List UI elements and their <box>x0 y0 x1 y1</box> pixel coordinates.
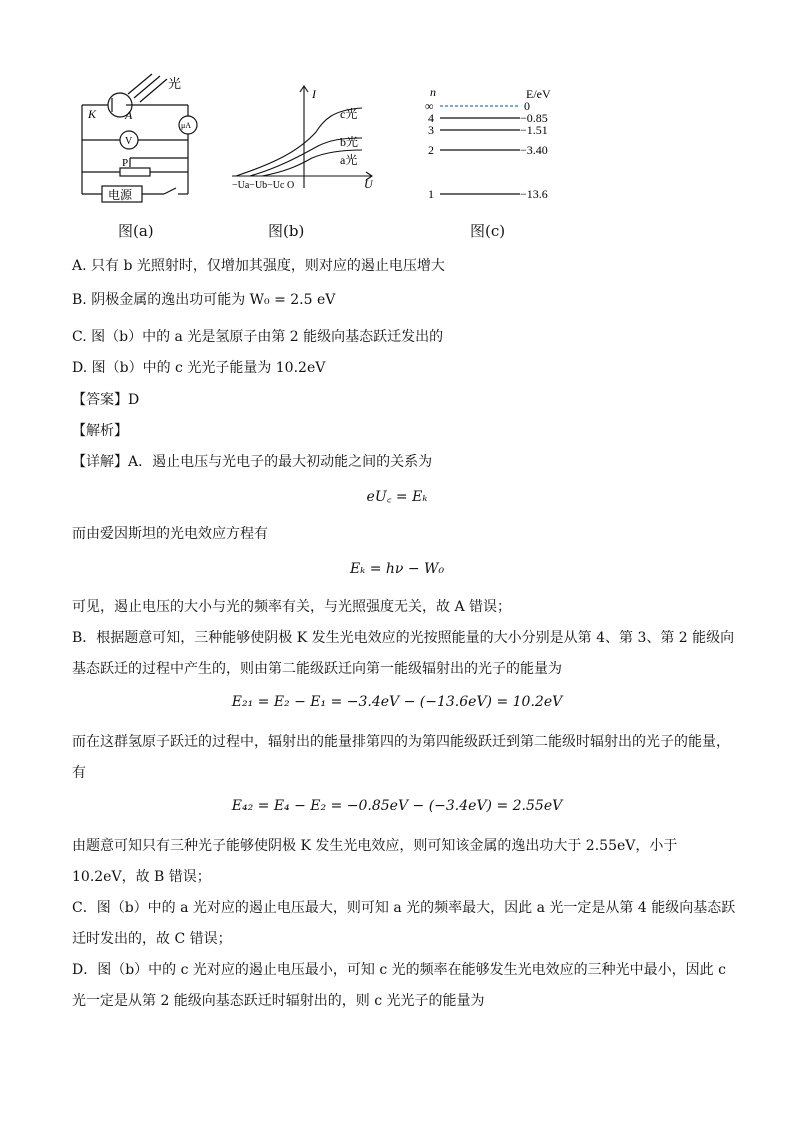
level-n-inf: ∞ <box>425 99 434 113</box>
figure-b-iu-graph <box>232 84 382 192</box>
u-axis-label: U <box>364 177 373 191</box>
detail-p3: 可见，遏止电压的大小与光的频率有关，与光照强度无关，故 A 错误； <box>72 599 512 615</box>
equation-1: eU꜀ = Eₖ <box>366 489 428 505</box>
option-a: A. 只有 b 光照射时，仅增加其强度，则对应的遏止电压增大 <box>72 258 445 274</box>
c-light-label: c光 <box>340 107 358 121</box>
detail-p10: C．图（b）中的 a 光对应的遏止电压最大，则可知 a 光的频率最大，因此 a 光一定是从第 4 能级向基态跃 <box>72 900 736 916</box>
slider-label: P <box>122 157 129 169</box>
a-label: A <box>125 108 133 122</box>
detail-p1: 【详解】A．遏止电压与光电子的最大初动能之间的关系为 <box>72 454 433 470</box>
analysis-title: 【解析】 <box>72 423 128 439</box>
microammeter-label: μA <box>181 121 192 130</box>
figure-a-caption: 图(a) <box>118 222 154 240</box>
figure-c-energy-levels <box>420 84 570 208</box>
detail-p8: 由题意可知只有三种光子能够使阴极 K 发生光电效应，则可知该金属的逸出功大于 2.55eV，小于 <box>72 838 678 854</box>
level-n-4: 4 <box>428 111 434 125</box>
figure-b-caption: 图(b) <box>268 222 305 240</box>
option-c: C. 图（b）中的 a 光是氢原子由第 2 能级向基态跃迁发出的 <box>72 329 444 345</box>
i-axis-label: I <box>312 87 316 101</box>
detail-p7: 有 <box>72 765 86 781</box>
energy-header: E/eV <box>526 87 551 101</box>
detail-p4: B．根据题意可知，三种能够使阴极 K 发生光电效应的光按照能量的大小分别是从第 4、第 3、第 2 能级向 <box>72 630 735 646</box>
level-n-3: 3 <box>428 123 434 137</box>
power-source-label: 电源 <box>108 188 133 202</box>
figure-c-caption: 图(c) <box>470 222 506 240</box>
equation-2: Eₖ = hν − W₀ <box>349 561 445 577</box>
equation-3: E₂₁ = E₂ − E₁ = −3.4eV − (−13.6eV) = 10.2eV <box>231 694 563 710</box>
detail-p9: 10.2eV，故 B 错误； <box>72 869 211 885</box>
detail-p12: D．图（b）中的 c 光对应的遏止电压最小，可知 c 光的频率在能够发生光电效应的三种光中最小，因此 c <box>72 962 726 978</box>
level-e-2: −3.40 <box>520 143 548 157</box>
detail-p6: 而在这群氢原子跃迁的过程中，辐射出的能量排第四的为第四能级跃迁到第二能级时辐射出的光子的能量， <box>72 734 730 750</box>
k-label: K <box>88 107 97 121</box>
detail-p11: 迁时发出的，故 C 错误； <box>72 931 232 947</box>
b-light-label: b光 <box>340 135 359 149</box>
option-d: D. 图（b）中的 c 光光子能量为 10.2eV <box>72 360 326 376</box>
equation-4: E₄₂ = E₄ − E₂ = −0.85eV − (−3.4eV) = 2.55eV <box>231 798 563 814</box>
level-e-1: −13.6 <box>520 187 548 201</box>
a-light-label: a光 <box>340 153 358 167</box>
level-e-4: −0.85 <box>520 111 548 125</box>
light-label: 光 <box>168 76 182 91</box>
level-e-inf: 0 <box>524 99 530 113</box>
detail-p13: 光一定是从第 2 能级向基态跃迁时辐射出的，则 c 光光子的能量为 <box>72 993 485 1009</box>
voltmeter-label: V <box>125 136 133 147</box>
x-tick-labels: −Ua−Ub−Uc O <box>232 180 295 191</box>
option-b: B. 阴极金属的逸出功可能为 W₀ = 2.5 eV <box>72 292 336 308</box>
detail-p5: 基态跃迁的过程中产生的，则由第二能级跃迁向第一能级辐射出的光子的能量为 <box>72 661 562 677</box>
figure-a-circuit <box>68 72 218 212</box>
level-e-3: −1.51 <box>520 123 548 137</box>
level-n-2: 2 <box>428 143 434 157</box>
level-n-1: 1 <box>428 187 434 201</box>
detail-p2: 而由爱因斯坦的光电效应方程有 <box>72 526 268 542</box>
n-header: n <box>430 85 436 99</box>
answer-line: 【答案】D <box>72 392 140 408</box>
